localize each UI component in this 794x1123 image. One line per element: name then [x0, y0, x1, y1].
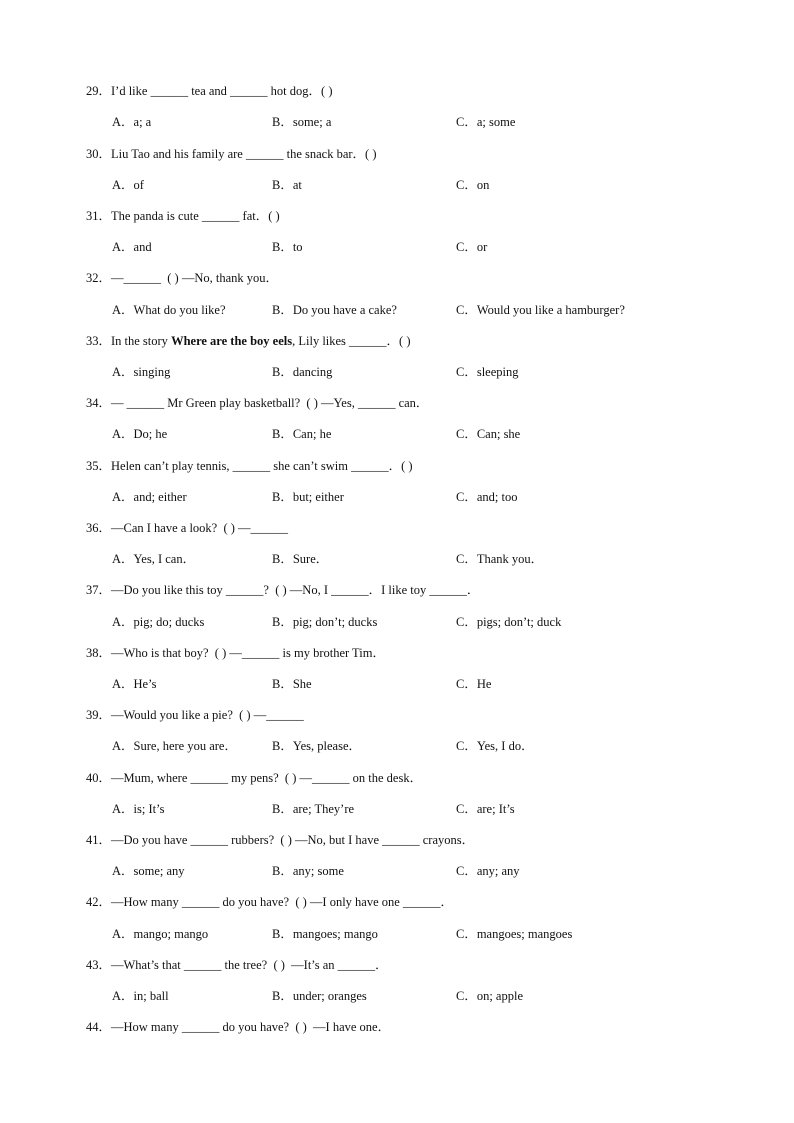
- question-35-options: [0, 489, 794, 505]
- question-43-stem: 43．—What’s that ______ the tree? ( ) —It’s an ______．: [86, 958, 388, 972]
- question-43-options: [0, 988, 794, 1004]
- option-a: A．is; It’s: [112, 802, 165, 816]
- question-40-options: [0, 801, 794, 817]
- option-a: A．singing: [112, 365, 171, 379]
- question-33-stem-end: , Lily likes ______．( ): [292, 334, 411, 348]
- question-39-stem: 39．—Would you like a pie? ( ) —______: [86, 708, 304, 722]
- option-a: A．mango; mango: [112, 927, 209, 941]
- option-a: A．some; any: [112, 864, 185, 878]
- option-c: C．on: [456, 178, 490, 192]
- question-38-stem: 38．—Who is that boy? ( ) —______ is my brother Tim．: [86, 646, 385, 660]
- question-41-stem: 41．—Do you have ______ rubbers? ( ) —No, but I have ______ crayons．: [86, 833, 475, 847]
- option-b: B．any; some: [272, 864, 344, 878]
- option-c: C．Yes, I do．: [456, 739, 534, 753]
- option-b: B．under; oranges: [272, 989, 367, 1003]
- question-36-options: [0, 551, 794, 567]
- question-34-options: [0, 426, 794, 442]
- option-a: A．Do; he: [112, 427, 168, 441]
- option-b: B．Yes, please．: [272, 739, 362, 753]
- option-c: C．mangoes; mangoes: [456, 927, 573, 941]
- option-a: A．of: [112, 178, 144, 192]
- question-41-options: [0, 863, 794, 879]
- option-b: B．some; a: [272, 115, 332, 129]
- option-c: C．Can; she: [456, 427, 521, 441]
- option-b: B．but; either: [272, 490, 344, 504]
- option-b: B．mangoes; mango: [272, 927, 378, 941]
- option-a: A．pig; do; ducks: [112, 615, 205, 629]
- option-c: C．a; some: [456, 115, 516, 129]
- option-c: C．on; apple: [456, 989, 524, 1003]
- option-c: C．or: [456, 240, 488, 254]
- option-c: C．Thank you．: [456, 552, 544, 566]
- option-a: A．Sure, here you are．: [112, 739, 237, 753]
- question-33-stem-start: 33．In the story: [86, 334, 172, 348]
- option-c: C．He: [456, 677, 492, 691]
- question-30-stem: 30．Liu Tao and his family are ______ the snack bar．( ): [86, 147, 377, 161]
- question-32-stem: 32．—______ ( ) —No, thank you．: [86, 271, 278, 285]
- question-34-stem: 34．— ______ Mr Green play basketball? ( ) —Yes, ______ can．: [86, 396, 429, 410]
- question-29-stem: 29．I’d like ______ tea and ______ hot dog．( ): [86, 84, 333, 98]
- option-a: A．Yes, I can．: [112, 552, 196, 566]
- option-b: B．Can; he: [272, 427, 332, 441]
- option-b: B．are; They’re: [272, 802, 355, 816]
- option-c: C．and; too: [456, 490, 518, 504]
- question-40-stem: 40．—Mum, where ______ my pens? ( ) —______ on the desk．: [86, 771, 423, 785]
- option-c: C．sleeping: [456, 365, 519, 379]
- question-36-stem: 36．—Can I have a look? ( ) —______: [86, 521, 289, 535]
- option-c: C．are; It’s: [456, 802, 515, 816]
- question-42-options: [0, 926, 794, 942]
- option-b: B．Sure．: [272, 552, 329, 566]
- question-38-options: [0, 676, 794, 692]
- option-c: C．Would you like a hamburger?: [456, 303, 625, 317]
- story-title: Where are the boy eels: [171, 334, 293, 348]
- option-a: A．He’s: [112, 677, 157, 691]
- option-a: A．What do you like?: [112, 303, 226, 317]
- question-31-stem: 31．The panda is cute ______ fat．( ): [86, 209, 280, 223]
- question-37-stem: 37．—Do you like this toy ______? ( ) —No, I ______．I like toy ______．: [86, 583, 480, 597]
- option-b: B．Do you have a cake?: [272, 303, 397, 317]
- option-a: A．in; ball: [112, 989, 169, 1003]
- question-29-options: [0, 114, 794, 130]
- question-30-options: [0, 177, 794, 193]
- question-37-options: [0, 614, 794, 630]
- question-44-stem: 44．—How many ______ do you have? ( ) —I have one．: [86, 1020, 391, 1034]
- question-42-stem: 42．—How many ______ do you have? ( ) —I only have one ______．: [86, 895, 453, 909]
- question-39-options: [0, 738, 794, 754]
- option-b: B．She: [272, 677, 312, 691]
- question-31-options: [0, 239, 794, 255]
- question-32-options: [0, 302, 794, 318]
- option-b: B．to: [272, 240, 303, 254]
- option-a: A．and; either: [112, 490, 187, 504]
- option-b: B．pig; don’t; ducks: [272, 615, 378, 629]
- question-33-options: [0, 364, 794, 380]
- option-c: C．pigs; don’t; duck: [456, 615, 562, 629]
- option-a: A．a; a: [112, 115, 152, 129]
- option-b: B．dancing: [272, 365, 333, 379]
- option-a: A．and: [112, 240, 152, 254]
- question-35-stem: 35．Helen can’t play tennis, ______ she can’t swim ______．( ): [86, 459, 413, 473]
- option-b: B．at: [272, 178, 302, 192]
- question-33-stem: [86, 333, 411, 349]
- option-c: C．any; any: [456, 864, 520, 878]
